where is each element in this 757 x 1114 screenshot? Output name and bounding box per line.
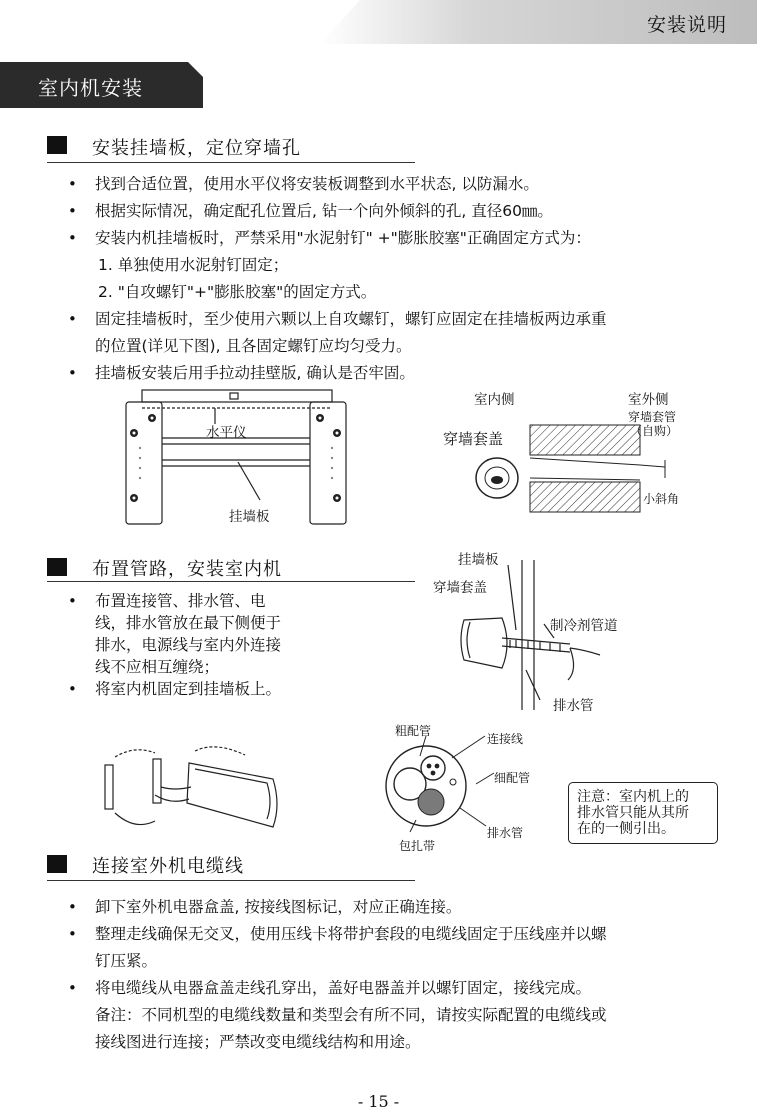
list-text: 线，排水管放在最下侧便于 (95, 614, 282, 632)
remark-text: 备注：不同机型的电缆线数量和类型会有所不同，请按实际配置的电缆线或 (95, 1006, 607, 1024)
list-text: 线不应相互缠绕； (95, 658, 220, 676)
list-text: 整理走线确保无交叉，使用压线卡将带护套段的电缆线固定于压线座并以螺 (95, 925, 607, 943)
label-connection-wire: 连接线 (487, 732, 524, 746)
heading-marker (47, 136, 67, 154)
heading-marker (47, 558, 67, 576)
list-item: • 卸下室外机电器盒盖, 按接线图标记，对应正确连接。 (68, 894, 738, 921)
heading-rule (47, 162, 415, 163)
list-item: • 找到合适位置，使用水平仪将安装板调整到水平状态, 以防漏水。 (68, 171, 738, 198)
sub-item: 1. 单独使用水泥射钉固定； (98, 256, 289, 274)
label-outdoor: 室外侧 (628, 392, 669, 408)
label-drain-pipe: 排水管 (553, 698, 594, 714)
header-title: 安装说明 (646, 14, 727, 36)
label-wall-plate: 挂墙板 (229, 509, 270, 525)
list-item: • 安装内机挂墙板时，严禁采用"水泥射钉" +"膨胀胶塞"正确固定方式为： (68, 225, 738, 252)
label-sleeve-pipe: 穿墙套管 (628, 410, 677, 424)
list-text: 固定挂墙板时，至少使用六颗以上自攻螺钉，螺钉应固定在挂墙板两边承重 (95, 310, 607, 328)
s3-list (68, 894, 738, 1056)
list-item (68, 921, 738, 975)
section-title: 室内机安装 (38, 76, 143, 100)
remark-text: 接线图进行连接；严禁改变电缆线结构和用途。 (95, 1033, 421, 1051)
list-item: • 将室内机固定到挂墙板上。 (68, 678, 368, 700)
list-text: 钉压紧。 (95, 952, 158, 970)
label-plate: 挂墙板 (458, 552, 499, 568)
list-item: • 将电缆线从电器盒盖走线孔穿出，盖好电器盖并以螺钉固定，接线完成。 (68, 975, 738, 1002)
note-line: 在的一侧引出。 (577, 821, 675, 837)
remark (68, 1002, 738, 1056)
label-level: 水平仪 (206, 425, 247, 441)
list-item (68, 590, 368, 678)
heading-install-plate: 安装挂墙板，定位穿墙孔 (92, 138, 301, 159)
list-item: • 根据实际情况，确定配孔位置后, 钻一个向外倾斜的孔, 直径60㎜。 (68, 198, 738, 225)
heading-marker (47, 855, 67, 873)
label-bundle-drain: 排水管 (487, 826, 524, 840)
label-wrapping-tape: 包扎带 (399, 839, 436, 853)
note-line: 注意：室内机上的 (577, 789, 689, 805)
list-text: 的位置(详见下图), 且各固定螺钉应均匀受力。 (95, 337, 412, 355)
label-thick-pipe: 粗配管 (395, 724, 432, 738)
label-indoor: 室内侧 (474, 392, 515, 408)
list-text: 排水，电源线与室内外连接 (95, 636, 282, 654)
list-text: 布置连接管、排水管、电 (95, 592, 266, 610)
list-item (68, 306, 738, 360)
label-hole-cap: 穿墙套盖 (443, 430, 504, 448)
sub-item: 2. "自攻螺钉"+"膨胀胶塞"的固定方式。 (98, 283, 377, 301)
label-cap: 穿墙套盖 (433, 580, 487, 596)
list-item: • 挂墙板安装后用手拉动挂壁版, 确认是否牢固。 (68, 360, 738, 387)
heading-cable: 连接室外机电缆线 (92, 856, 244, 877)
label-refrigerant-pipe: 制冷剂管道 (550, 618, 618, 634)
page-number: - 15 - (357, 1092, 400, 1111)
note-box (568, 782, 718, 844)
s1-list (68, 171, 738, 387)
mounting-figure (95, 735, 295, 835)
label-self-purchase: （自购） (630, 424, 679, 438)
label-slope-angle: 小斜角 (643, 492, 680, 506)
heading-piping: 布置管路，安装室内机 (92, 559, 282, 580)
note-line: 排水管只能从其所 (577, 805, 689, 821)
label-thin-pipe: 细配管 (494, 771, 531, 785)
heading-rule (47, 581, 415, 582)
s2-list (68, 590, 368, 700)
heading-rule (47, 880, 415, 881)
